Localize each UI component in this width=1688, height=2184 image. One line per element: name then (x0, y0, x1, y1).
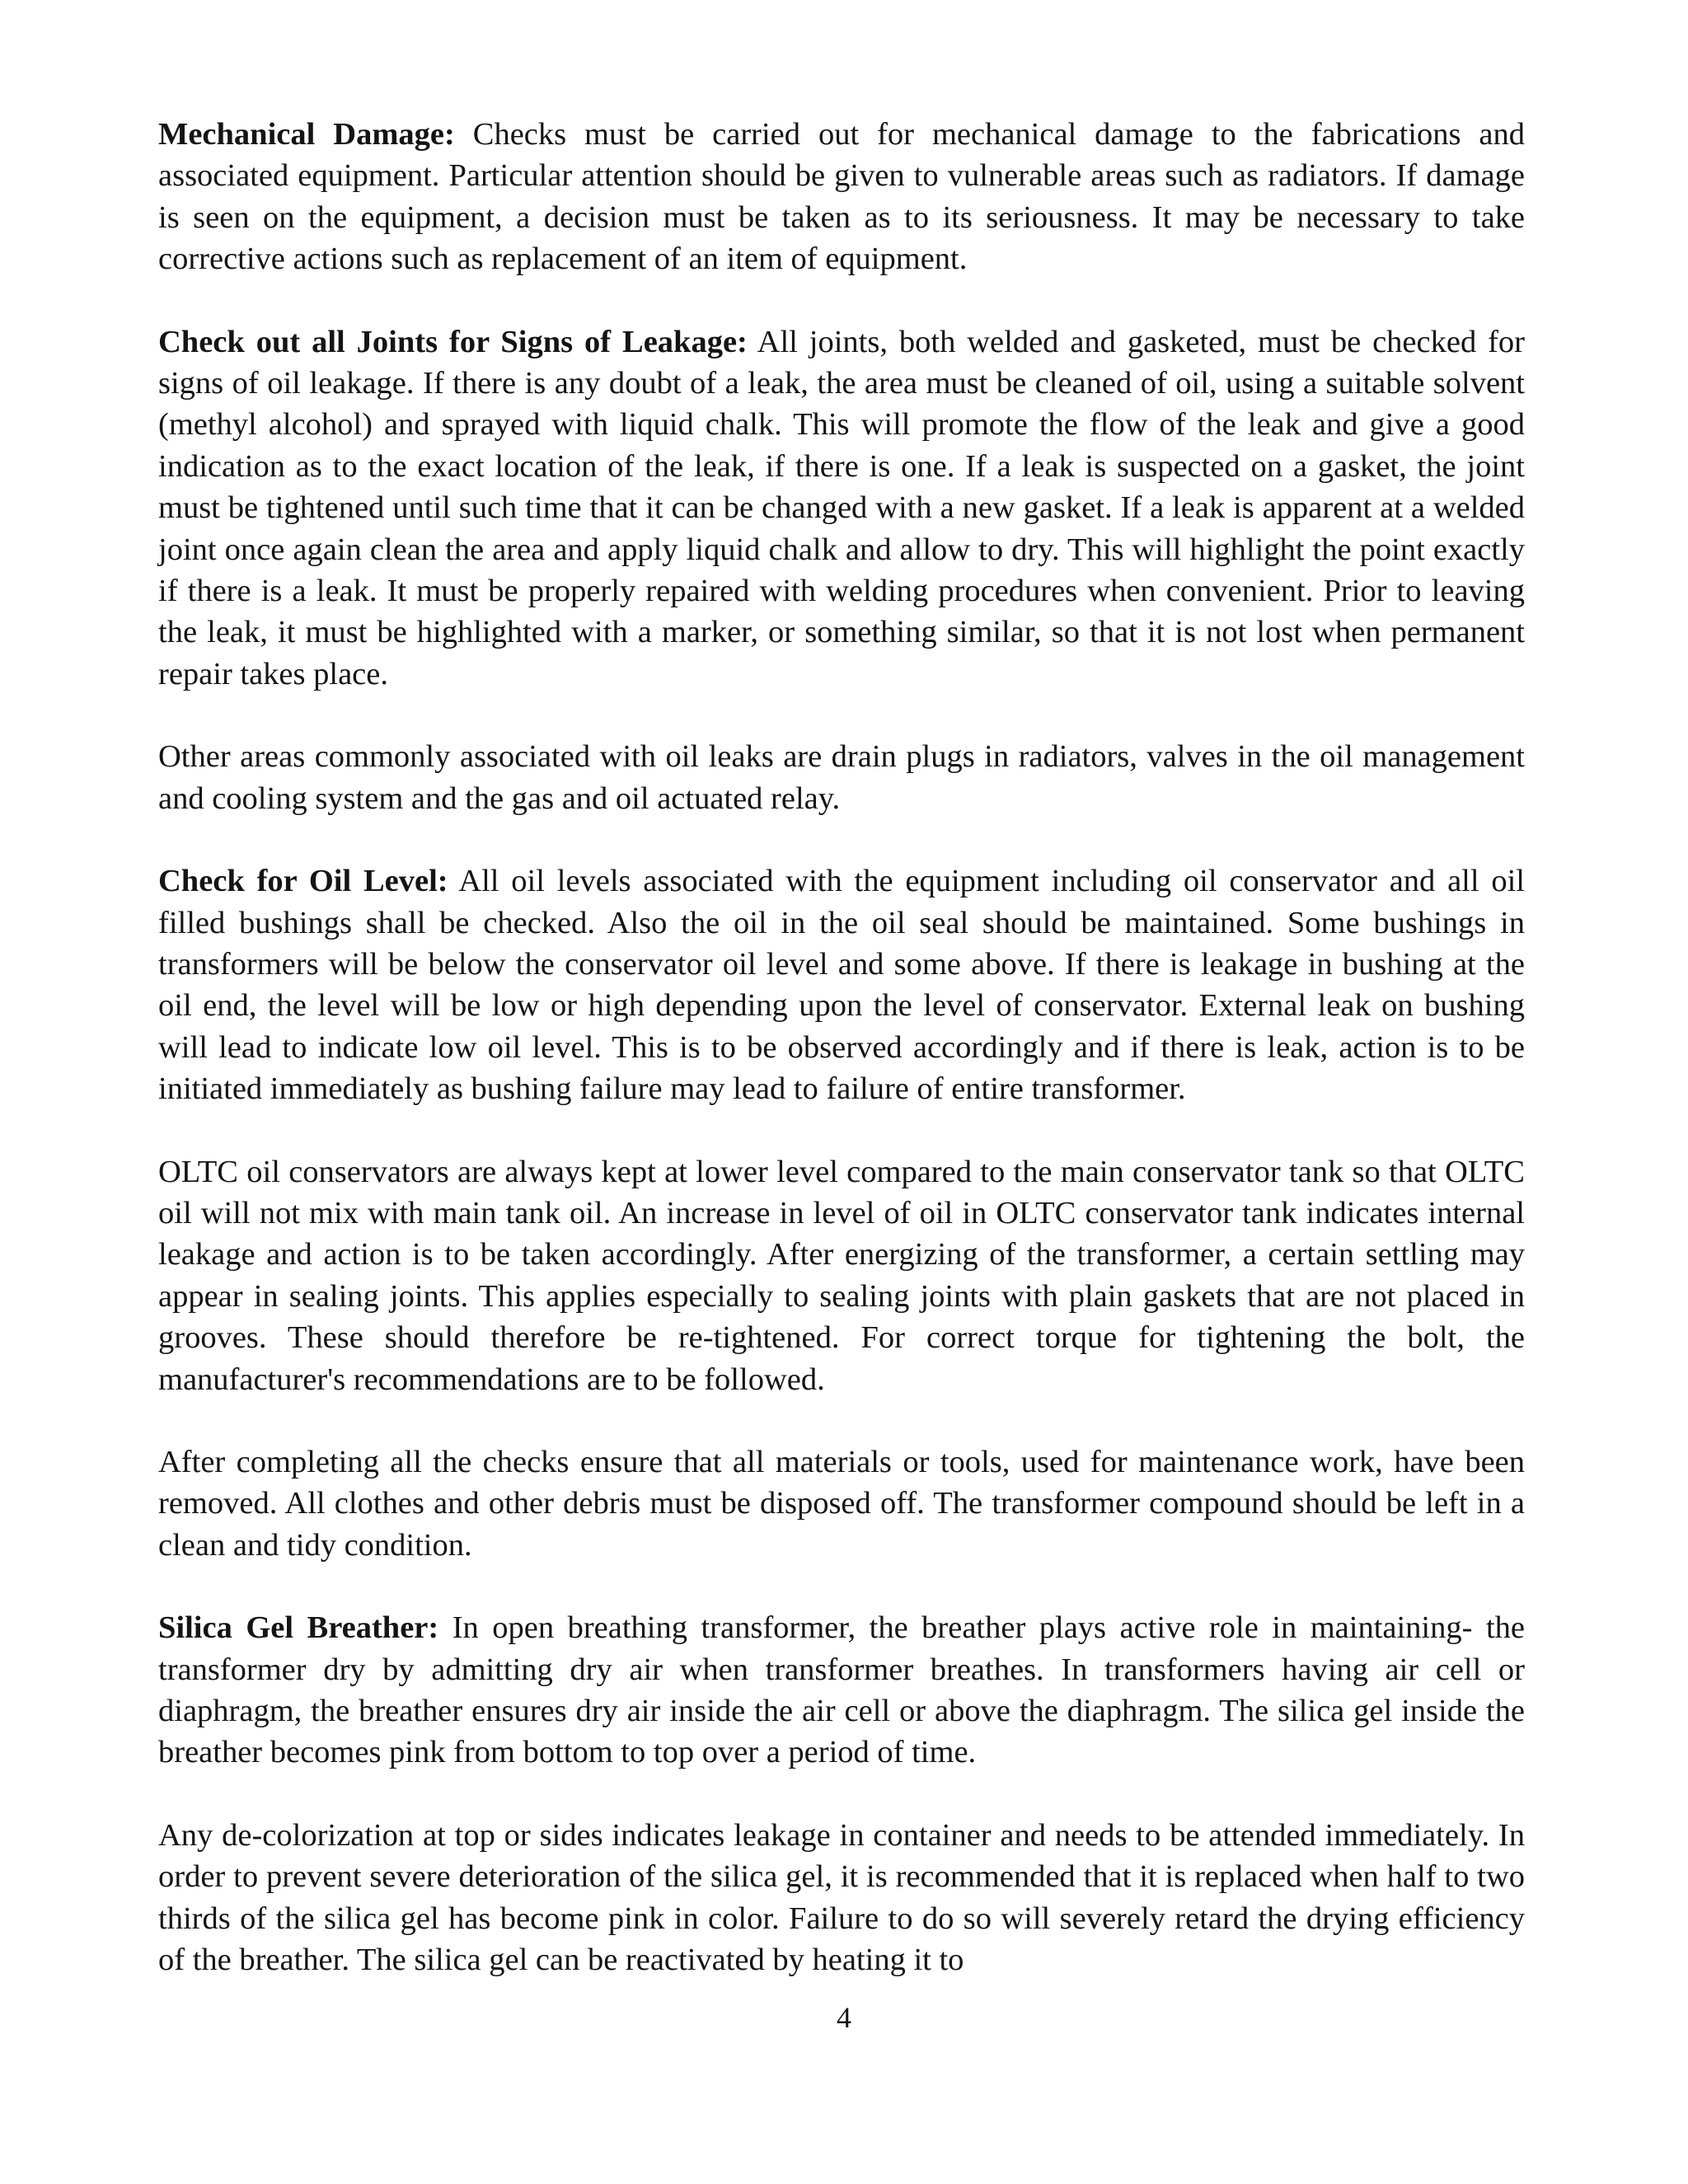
document-body (158, 114, 1525, 2022)
paragraph-mechanical-damage (158, 114, 1525, 280)
paragraph-text: OLTC oil conservators are always kept at lower level compared to the main conservator tank so that OLTC oil will not mix with main tank oil. An increase in level of oil in OLTC conservator tank indicates internal leakage and action is to be taken accordingly. After energizing of the transformer, a certain settling may appear in sealing joints. This applies especially to sealing joints with plain gaskets that are not placed in grooves. These should therefore be re-tightened. For correct torque for tightening the bolt, the manufacturer's recommendations are to be followed. (158, 1154, 1525, 1397)
paragraph-text: Checks must be carried out for mechanical damage to the fabrications and associated equipment. Particular attention should be given to vulnerable areas such as radiators. If damage is seen on the equipment, a decision must be taken as to its seriousness. It may be necessary to take corrective actions such as replacement of an item of equipment. (158, 117, 1525, 277)
paragraph-heading: Check for Oil Level: (158, 864, 448, 899)
paragraph-heading: Silica Gel Breather: (158, 1610, 439, 1646)
paragraph-joint-leakage (158, 321, 1525, 696)
paragraph-oil-level (158, 860, 1525, 1109)
paragraph-silica-gel-breather (158, 1607, 1525, 1774)
paragraph-after-checks (158, 1441, 1525, 1566)
paragraph-heading: Check out all Joints for Signs of Leakage: (158, 324, 748, 359)
paragraph-text: Other areas commonly associated with oil leaks are drain plugs in radiators, valves in the oil management and cooling system and the gas and oil actuated relay. (158, 739, 1525, 816)
paragraph-other-leak-areas (158, 736, 1525, 819)
paragraph-decolorization (158, 1815, 1525, 1981)
paragraph-heading: Mechanical Damage: (158, 117, 455, 152)
paragraph-text: Any de-colorization at top or sides indicates leakage in container and needs to be attended immediately. In order to prevent severe deterioration of the silica gel, it is recommended that it is replaced when half to two thirds of the silica gel has become pink in color. Failure to do so will severely retard the drying efficiency of the breather. The silica gel can be reactivated by heating it to (158, 1817, 1525, 1978)
paragraph-text: All oil levels associated with the equipment including oil conservator and all oil filled bushings shall be checked. Also the oil in the oil seal should be maintained. Some bushings in transformers will be below the conservator oil level and some above. If there is leakage in bushing at the oil end, the level will be low or high depending upon the level of conservator. External leak on bushing will lead to indicate low oil level. This is to be observed accordingly and if there is leak, action is to be initiated immediately as bushing failure may lead to failure of entire transformer. (158, 864, 1525, 1107)
paragraph-text: In open breathing transformer, the breather plays active role in maintaining- the transformer dry by admitting dry air when transformer breathes. In transformers having air cell or diaphragm, the breather ensures dry air inside the air cell or above the diaphragm. The silica gel inside the breather becomes pink from bottom to top over a period of time. (158, 1610, 1525, 1770)
page-number: 4 (837, 2001, 851, 2034)
paragraph-text: After completing all the checks ensure that all materials or tools, used for maintenance work, have been removed. All clothes and other debris must be disposed off. The transformer compound should be left in a clean and tidy condition. (158, 1444, 1525, 1563)
paragraph-text: All joints, both welded and gasketed, must be checked for signs of oil leakage. If there is any doubt of a leak, the area must be cleaned of oil, using a suitable solvent (methyl alcohol) and sprayed with liquid chalk. This will promote the flow of the leak and give a good indication as to the exact location of the leak, if there is one. If a leak is suspected on a gasket, the joint must be tightened until such time that it can be changed with a new gasket. If a leak is apparent at a welded joint once again clean the area and apply liquid chalk and allow to dry. This will highlight the point exactly if there is a leak. It must be properly repaired with welding procedures when convenient. Prior to leaving the leak, it must be highlighted with a marker, or something similar, so that it is not lost when permanent repair takes place. (158, 324, 1525, 691)
paragraph-oltc-conservators (158, 1151, 1525, 1400)
